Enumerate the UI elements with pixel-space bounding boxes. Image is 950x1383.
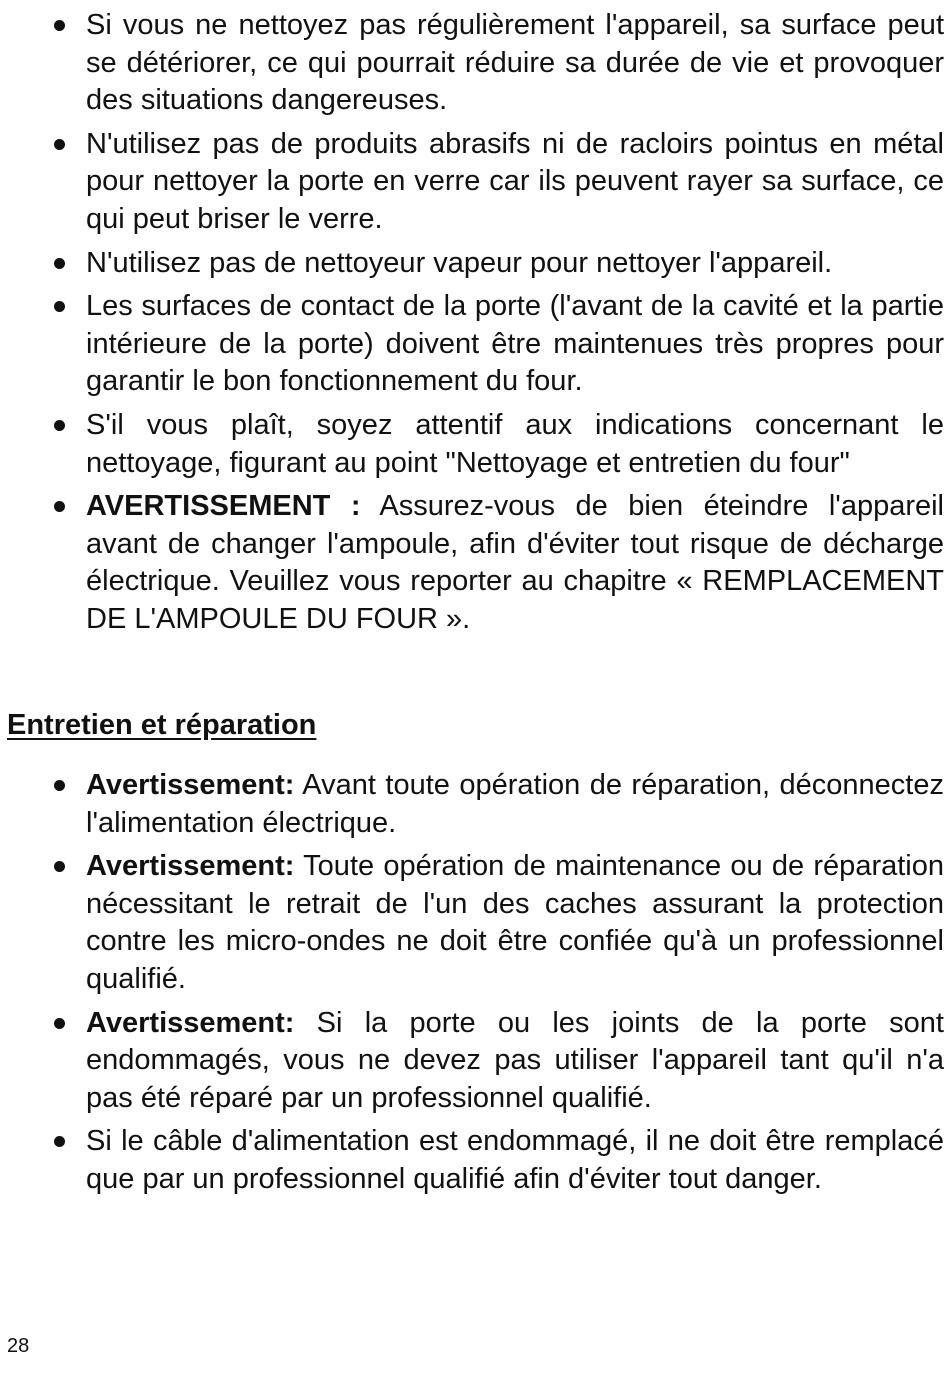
item-text: Si vous ne nettoyez pas régulièrement l'appareil, sa surface peut se détériorer, ce qui pourrait réduire sa durée de vie et provoquer des situations dangereuses. <box>86 9 944 117</box>
bullet-dot <box>54 20 65 31</box>
item-text: S'il vous plaît, soyez attentif aux indications concernant le nettoyage, figurant au point "Nettoyage et entretien du four" <box>86 408 944 479</box>
list-item <box>0 767 944 842</box>
list-item <box>0 848 944 998</box>
item-lead: Avertissement: <box>86 1006 295 1039</box>
item-text: N'utilisez pas de nettoyeur vapeur pour nettoyer l'appareil. <box>86 246 833 279</box>
page-number: 28 <box>7 1335 30 1357</box>
list-item <box>0 1123 944 1198</box>
bullet-dot <box>54 501 65 512</box>
list-item <box>0 407 944 482</box>
bullet-dot <box>54 861 65 872</box>
section-heading: Entretien et réparation <box>7 709 317 741</box>
item-text: Si la porte ou les joints de la porte sont endommagés, vous ne devez pas utiliser l'appareil tant qu'il n'a pas été réparé par un professionnel qualifié. <box>86 1006 944 1114</box>
list-item <box>0 245 944 283</box>
bullet-dot <box>54 780 65 791</box>
list-item <box>0 288 944 401</box>
bullet-dot <box>54 1136 65 1147</box>
item-text: Assurez-vous de bien éteindre l'appareil avant de changer l'ampoule, afin d'éviter tout risque de décharge électrique. Veuillez vous reporter au chapitre « REMPLACEMENT DE L'AMPOULE DU FOUR ». <box>86 490 945 635</box>
maintenance-bullet-list <box>0 767 944 1205</box>
bullet-dot <box>54 420 65 431</box>
list-item <box>0 1005 944 1118</box>
item-text: Si le câble d'alimentation est endommagé, il ne doit être remplacé que par un professionnel qualifié afin d'éviter tout danger. <box>86 1125 944 1195</box>
item-lead: Avertissement: <box>86 850 295 883</box>
bullet-dot <box>54 258 65 269</box>
item-text: Toute opération de maintenance ou de réparation nécessitant le retrait de l'un des caches assurant la protection contre les micro-ondes ne doit être confiée qu'à un professionnel qualifié. <box>86 850 944 995</box>
item-text: Les surfaces de contact de la porte (l'avant de la cavité et la partie intérieure de la porte) doivent être maintenues très propres pour garantir le bon fonctionnement du four. <box>86 290 944 398</box>
item-lead: Avertissement: <box>86 769 295 801</box>
bullet-dot <box>54 301 65 312</box>
bullet-dot <box>54 1018 65 1029</box>
list-item <box>0 126 944 239</box>
safety-bullet-list <box>0 7 944 645</box>
item-text: N'utilisez pas de produits abrasifs ni de racloirs pointus en métal pour nettoyer la porte en verre car ils peuvent rayer sa surface, ce qui peut briser le verre. <box>86 127 944 235</box>
list-item <box>0 7 944 120</box>
list-item <box>0 488 944 638</box>
item-text: Avant toute opération de réparation, déconnectez l'alimentation électrique. <box>86 769 944 839</box>
item-lead: AVERTISSEMENT : <box>86 490 361 523</box>
bullet-dot <box>54 139 65 150</box>
